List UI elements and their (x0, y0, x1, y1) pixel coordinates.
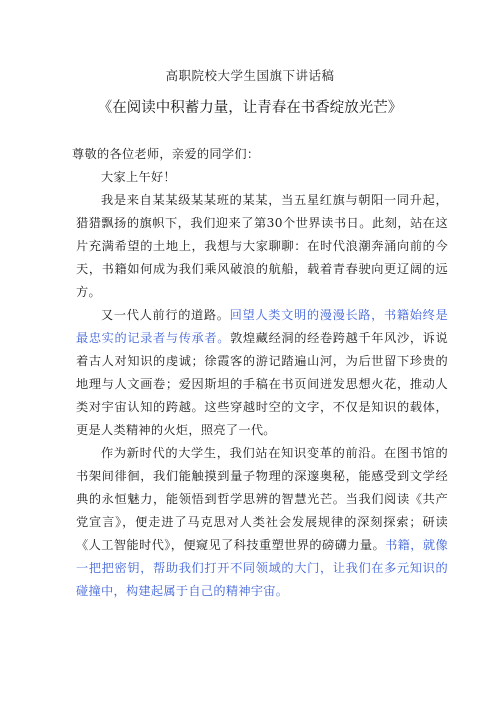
paragraph-3 (76, 442, 448, 603)
paragraph-2-rest: 敦煌藏经洞的经卷跨越千年风沙，诉说着古人对知识的虔诚；徐霞客的游记踏遍山河，为后世留下珍贵的地理与人文画卷；爱因斯坦的手稿在书页间迸发思想火花，推动人类对宇宙认知的跨越。这些穿越时空的文字，不仅是知识的载体，更是人类精神的火炬，照亮了一代。 (76, 331, 448, 437)
document-body (72, 143, 448, 603)
document-subtitle: 高职院校大学生国旗下讲话稿 (165, 68, 335, 83)
paragraph-3-main: 作为新时代的大学生，我们站在知识变革的前沿。在图书馆的书架间徘徊，我们能触摸到量子物理的深邃奥秘，能感受到文学经典的永恒魅力，能领悟到哲学思辨的智慧光芒。当我们阅读《共产党宣言》，便走进了马克思对人类社会发展规律的深刻探索；研读《人工智能时代》，便窥见了科技重塑世界的磅礴力量。 (76, 446, 448, 552)
paragraph-2 (76, 304, 448, 442)
greeting: 大家上午好！ (101, 170, 176, 184)
paragraph-2-highlight: 回望人类文明的漫漫长路，书籍始终是最忠实的记录者与传承者。 (76, 308, 448, 345)
salutation: 尊敬的各位老师，亲爱的同学们： (72, 147, 260, 161)
paragraph-1: 我是来自某某级某某班的某某，当五星红旗与朝阳一同升起，猎猎飘扬的旗帜下，我们迎来了第30个世界读书日。此刻，站在这片充满希望的土地上，我想与大家聊聊：在时代浪潮奔涌向前的今天，书籍如何成为我们乘风破浪的航船，载着青春驶向更辽阔的远方。 (76, 193, 448, 299)
document-title: 《在阅读中积蓄力量，让青春在书香绽放光芒》 (97, 100, 403, 116)
paragraph-2-intro: 又一代人前行的道路。 (101, 308, 230, 322)
paragraph-3-highlight: 书籍，就像一把把密钥，帮助我们打开不同领域的大门，让我们在多元知识的碰撞中，构建起属于自己的精神宇宙。 (76, 538, 448, 598)
